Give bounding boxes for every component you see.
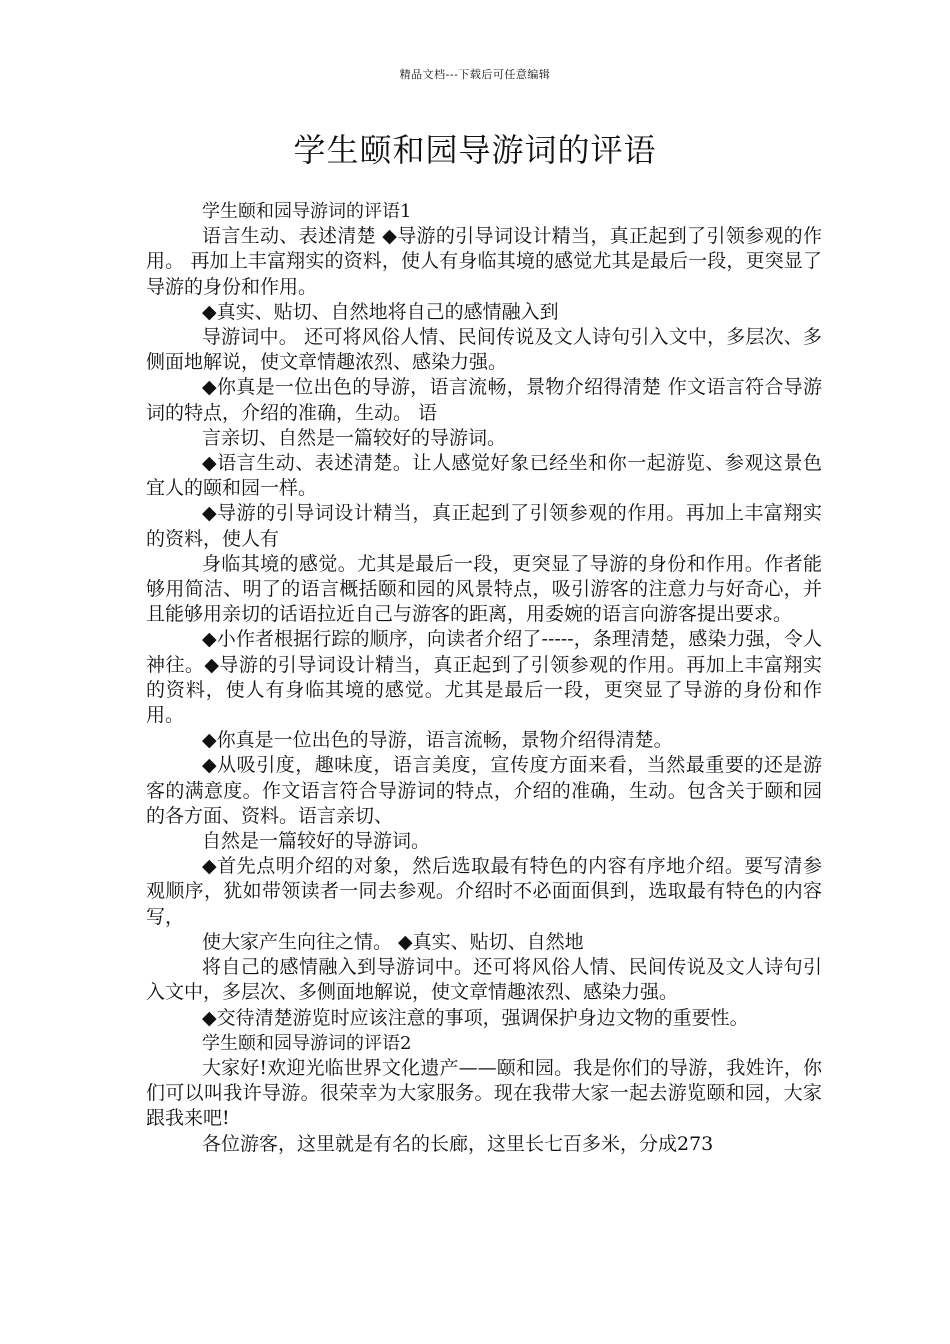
paragraph: ◆从吸引度，趣味度，语言美度，宣传度方面来看，当然最重要的还是游客的满意度。作文语言符合导游词的特点，介绍的准确，生动。包含关于颐和园的各方面、资料。语言亲切、 bbox=[146, 754, 822, 827]
paragraph: 导游词中。 还可将风俗人情、民间传说及文人诗句引入文中，多层次、多侧面地解说，使文章情趣浓烈、感染力强。 bbox=[146, 326, 822, 374]
paragraph: ◆首先点明介绍的对象，然后选取最有特色的内容有序地介绍。要写清参观顺序，犹如带领读者一同去参观。介绍时不必面面俱到，选取最有特色的内容写， bbox=[146, 855, 822, 928]
paragraph: 将自己的感情融入到导游词中。还可将风俗人情、民间传说及文人诗句引入文中，多层次、多侧面地解说，使文章情趣浓烈、感染力强。 bbox=[146, 956, 822, 1004]
paragraph: 言亲切、自然是一篇较好的导游词。 bbox=[202, 426, 507, 449]
paragraph: 语言生动、表述清楚 ◆导游的引导词设计精当，真正起到了引领参观的作用。 再加上丰富翔实的资料，使人有身临其境的感觉尤其是最后一段，更突显了导游的身份和作用。 bbox=[146, 225, 822, 298]
section-heading: 学生颐和园导游词的评语1 bbox=[202, 201, 412, 222]
document-title: 学生颐和园导游词的评语 bbox=[293, 131, 657, 169]
paragraph: ◆导游的引导词设计精当，真正起到了引领参观的作用。再加上丰富翔实的资料，使人有 bbox=[146, 502, 822, 550]
section-heading: 学生颐和园导游词的评语2 bbox=[202, 1032, 412, 1054]
paragraph: ◆交待清楚游览时应该注意的事项，强调保护身边文物的重要性。 bbox=[202, 1006, 749, 1029]
paragraph: ◆真实、贴切、自然地将自己的感情融入到 bbox=[202, 300, 559, 323]
paragraph: ◆你真是一位出色的导游，语言流畅，景物介绍得清楚。 bbox=[202, 729, 673, 752]
document-body bbox=[146, 199, 822, 1157]
paragraph: ◆语言生动、表述清楚。让人感觉好象已经坐和你一起游览、参观这景色宜人的颐和园一样。 bbox=[146, 452, 822, 500]
paragraph: 使大家产生向往之情。 ◆真实、贴切、自然地 bbox=[202, 930, 584, 953]
page-header: 精品文档---下载后可任意编辑 bbox=[399, 68, 551, 81]
paragraph: 身临其境的感觉。尤其是最后一段，更突显了导游的身份和作用。作者能够用简洁、明了的语言概括颐和园的风景特点，吸引游客的注意力与好奇心，并且能够用亲切的话语拉近自己与游客的距离，用委婉的语言向游客提出要求。 bbox=[146, 552, 822, 626]
paragraph: 自然是一篇较好的导游词。 bbox=[202, 830, 431, 853]
paragraph: 大家好!欢迎光临世界文化遗产——颐和园。我是你们的导游，我姓许，你们可以叫我许导游。很荣幸为大家服务。现在我带大家一起去游览颐和园，大家跟我来吧! bbox=[146, 1056, 822, 1130]
paragraph: ◆小作者根据行踪的顺序，向读者介绍了-----，条理清楚，感染力强，令人神往。◆导游的引导词设计精当，真正起到了引领参观的作用。再加上丰富翔实的资料，使人有身临其境的感觉。尤其是最后一段，更突显了导游的身份和作用。 bbox=[146, 628, 822, 727]
paragraph: ◆你真是一位出色的导游，语言流畅，景物介绍得清楚 作文语言符合导游词的特点，介绍的准确，生动。 语 bbox=[146, 376, 822, 424]
paragraph: 各位游客，这里就是有名的长廊，这里长七百多米，分成273 bbox=[202, 1132, 714, 1155]
